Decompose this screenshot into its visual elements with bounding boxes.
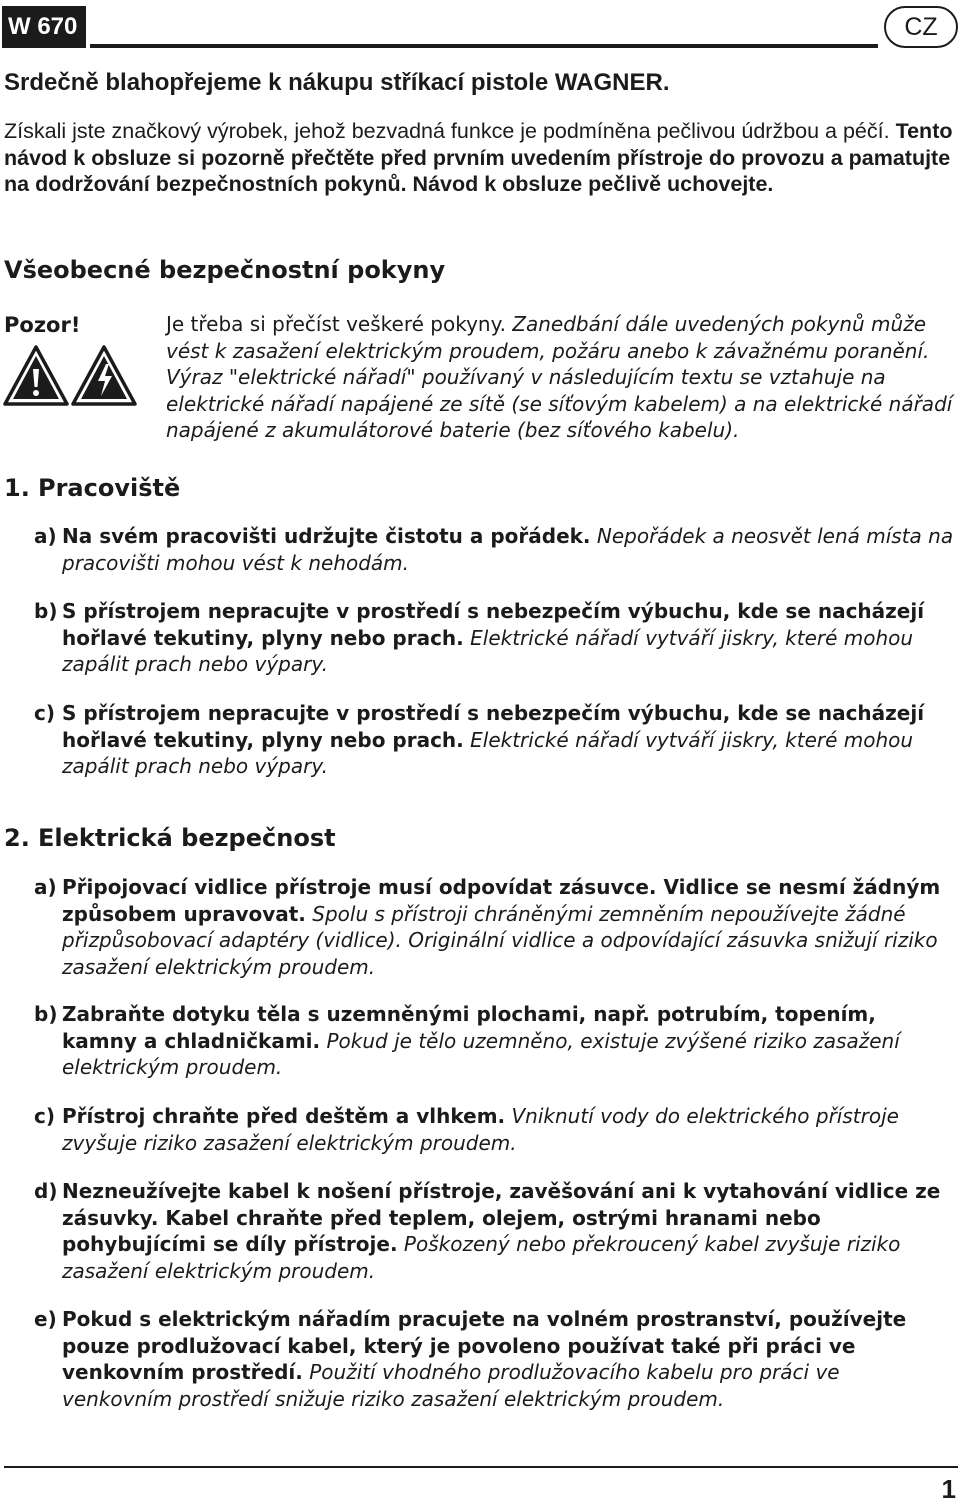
list-item xyxy=(34,598,956,678)
item-italic-text: Nepořádek a neosvět lená místa na pracovišti mohou vést k nehodám. xyxy=(62,524,954,575)
electric-shock-warning-triangle-icon xyxy=(70,344,138,408)
item-bold-text: S přístrojem nepracujte v prostředí s nebezpečím výbuchu, kde se nacházejí hořlavé tekutiny, plyny nebo prach. xyxy=(62,701,925,752)
item-italic-text: Elektrické nářadí vytváří jiskry, které mohou zapálit prach nebo výpary. xyxy=(62,727,914,778)
intro-text-plain: Získali jste značkový výrobek, jehož bezvadná funkce je podmíněna pečlivou údržbou a péčí. xyxy=(4,119,896,143)
item-bold-text: Pokud s elektrickým nářadím pracujete na volném prostranství, používejte pouze prodlužovací kabel, který je povoleno používat také při práci ve venkovním prostředí. xyxy=(62,1307,907,1384)
section-title-electrical-safety xyxy=(4,823,336,853)
item-bold-text: Na svém pracovišti udržujte čistotu a pořádek. xyxy=(62,524,591,548)
item-label: c) xyxy=(34,1104,55,1128)
intro-text-bold: Tento návod k obsluze si pozorně přečtěte před prvním uvedením přístroje do provozu a pamatujte na dodržování bezpečnostních pokynů. Návod k obsluze pečlivě uchovejte. xyxy=(4,119,953,196)
list-item xyxy=(34,1306,956,1412)
item-label: b) xyxy=(34,599,58,623)
item-label: e) xyxy=(34,1307,57,1331)
item-italic-text: Spolu s přístroji chráněnými zemněním nepoužívejte žádné přizpůsobovací adaptéry (vidlice). Originální vidlice a odpovídající zásuvka snižují riziko zasažení elektrickým proudem. xyxy=(62,901,938,979)
item-label: c) xyxy=(34,701,55,725)
item-bold-text: Zabraňte dotyku těla s uzemněnými plochami, např. potrubím, topením, kamny a chladničkami. xyxy=(62,1002,876,1053)
item-label: b) xyxy=(34,1002,58,1026)
item-italic-text: Použití vhodného prodlužovacího kabelu pro práci ve venkovním prostředí snižuje riziko zasažení elektrickým proudem. xyxy=(62,1360,840,1411)
item-italic-text: Pokud je tělo uzemněno, existuje zvýšené riziko zasažení elektrickým proudem. xyxy=(62,1028,900,1079)
item-bold-text: Připojovací vidlice přístroje musí odpovídat zásuvce. Vidlice se nesmí žádným způsobem upravovat. xyxy=(62,875,941,926)
warning-text-plain: Je třeba si přečíst veškeré pokyny. xyxy=(166,312,513,336)
item-bold-text: Přístroj chraňte před deštěm a vlhkem. xyxy=(62,1104,506,1128)
footer-rule xyxy=(4,1466,958,1468)
list-item xyxy=(34,874,956,980)
section-title-text: Pracoviště xyxy=(38,474,181,502)
item-italic-text: Elektrické nářadí vytváří jiskry, které mohou zapálit prach nebo výpary. xyxy=(62,625,914,676)
intro-text xyxy=(4,118,956,198)
section-title-workplace xyxy=(4,473,180,503)
section-title-text: Elektrická bezpečnost xyxy=(38,824,336,852)
section-number: 1. xyxy=(4,474,30,502)
safety-title: Všeobecné bezpečnostní pokyny xyxy=(4,256,446,284)
item-bold-text: Nezneužívejte kabel k nošení přístroje, zavěšování ani k vytahování vidlice ze zásuvky. Kabel chraňte před teplem, olejem, ostrými hranami nebo pohybujícími se díly přístroje. xyxy=(62,1179,941,1256)
item-italic-text: Poškozený nebo překroucený kabel zvyšuje riziko zasažení elektrickým proudem. xyxy=(62,1232,901,1283)
language-badge: CZ xyxy=(884,6,958,48)
warning-label: Pozor! xyxy=(4,313,81,337)
list-item xyxy=(34,1001,956,1081)
item-bold-text: S přístrojem nepracujte v prostředí s nebezpečím výbuchu, kde se nacházejí hořlavé tekutiny, plyny nebo prach. xyxy=(62,599,925,650)
item-italic-text: Vniknutí vody do elektrického přístroje zvyšuje riziko zasažení elektrickým proudem. xyxy=(62,1104,899,1155)
list-item xyxy=(34,1103,956,1156)
item-label: a) xyxy=(34,524,57,548)
section-number: 2. xyxy=(4,824,30,852)
list-item xyxy=(34,1178,956,1284)
warning-text xyxy=(166,311,956,444)
item-label: d) xyxy=(34,1179,58,1203)
list-item xyxy=(34,523,956,576)
item-label: a) xyxy=(34,875,57,899)
page-number: 1 xyxy=(941,1474,956,1504)
page-header xyxy=(0,0,960,50)
model-badge: W 670 xyxy=(2,6,86,48)
list-item xyxy=(34,700,956,780)
general-warning-triangle-icon xyxy=(2,344,70,408)
warning-text-italic: Zanedbání dále uvedených pokynů může vést k zasažení elektrickým proudem, požáru anebo k závažnému poranění. Výraz "elektrické nářadí" používaný v následujícím textu se vztahuje na elektrické nářadí napájené ze sítě (se síťovým kabelem) a na elektrické nářadí napájené z akumulátorové baterie (bez síťového kabelu). xyxy=(166,312,953,442)
intro-title: Srdečně blahopřejeme k nákupu stříkací pistole WAGNER. xyxy=(4,69,670,96)
header-rule xyxy=(90,44,878,48)
